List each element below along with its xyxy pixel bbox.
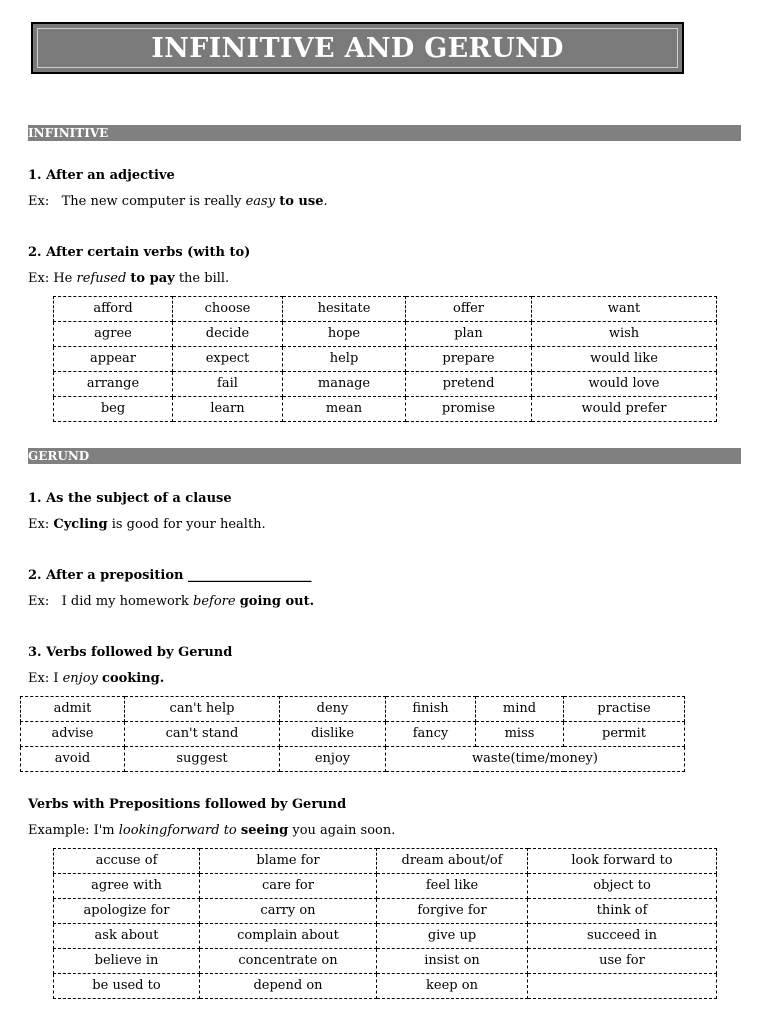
word-cell: apologize for: [54, 899, 200, 924]
infinitive-rule2-heading: 2. After certain verbs (with to): [28, 245, 251, 260]
example-text: Ex: The new computer is really: [28, 194, 246, 209]
word-cell: succeed in: [528, 924, 717, 949]
word-cell: plan: [406, 322, 532, 347]
infinitive-rule2-example: [28, 271, 229, 286]
word-cell: accuse of: [54, 849, 200, 874]
example-bold: cooking.: [102, 671, 165, 686]
word-cell: miss: [476, 722, 564, 747]
word-cell: would like: [532, 347, 717, 372]
word-cell: deny: [280, 697, 386, 722]
word-cell: want: [532, 297, 717, 322]
word-cell: object to: [528, 874, 717, 899]
word-cell: agree: [54, 322, 173, 347]
example-bold: going out.: [239, 594, 315, 609]
word-cell: offer: [406, 297, 532, 322]
word-cell: blame for: [200, 849, 377, 874]
word-cell: dislike: [280, 722, 386, 747]
word-cell: feel like: [377, 874, 528, 899]
word-cell: give up: [377, 924, 528, 949]
infinitive-verbs-table: [53, 296, 717, 422]
word-cell: admit: [21, 697, 125, 722]
table-row: [54, 849, 717, 874]
example-bold: to use: [279, 194, 324, 209]
table-row: [54, 397, 717, 422]
example-text: Ex: I: [28, 671, 63, 686]
word-cell: enjoy: [280, 747, 386, 772]
word-cell: be used to: [54, 974, 200, 999]
word-cell: care for: [200, 874, 377, 899]
word-cell: arrange: [54, 372, 173, 397]
prepositions-heading: Verbs with Prepositions followed by Gerund: [28, 797, 347, 812]
example-text: Ex:: [28, 517, 54, 532]
word-cell: help: [283, 347, 406, 372]
example-italic: enjoy: [62, 671, 98, 686]
section-bar-infinitive: INFINITIVE: [28, 125, 741, 141]
table-row: [54, 347, 717, 372]
word-cell: wish: [532, 322, 717, 347]
table-row: [54, 949, 717, 974]
example-text-end: the bill.: [174, 271, 230, 286]
word-cell: finish: [386, 697, 476, 722]
example-italic: lookingforward to: [118, 823, 237, 838]
word-cell: ask about: [54, 924, 200, 949]
gerund-rule3-example: [28, 671, 164, 686]
word-cell: think of: [528, 899, 717, 924]
word-cell: mean: [283, 397, 406, 422]
title-banner: [31, 22, 684, 74]
table-row: [54, 924, 717, 949]
example-text: Example: I'm: [28, 823, 119, 838]
table-row: [54, 322, 717, 347]
example-italic: easy: [245, 194, 276, 209]
word-cell: advise: [21, 722, 125, 747]
word-cell: prepare: [406, 347, 532, 372]
word-cell: depend on: [200, 974, 377, 999]
table-row: [54, 974, 717, 999]
infinitive-rule1-heading: 1. After an adjective: [28, 168, 175, 183]
gerund-rule2-example: [28, 594, 314, 609]
example-text-end: you again soon.: [288, 823, 396, 838]
word-cell: promise: [406, 397, 532, 422]
word-cell: mind: [476, 697, 564, 722]
word-cell: hope: [283, 322, 406, 347]
example-text-end: is good for your health.: [107, 517, 266, 532]
section-bar-gerund: GERUND: [28, 448, 741, 464]
word-cell: expect: [173, 347, 283, 372]
word-cell: dream about/of: [377, 849, 528, 874]
word-cell: practise: [564, 697, 685, 722]
table-row: [21, 722, 685, 747]
table-row: [21, 697, 685, 722]
table-row: [54, 297, 717, 322]
word-cell: forgive for: [377, 899, 528, 924]
infinitive-rule1-example: [28, 194, 328, 209]
word-cell: carry on: [200, 899, 377, 924]
word-cell: decide: [173, 322, 283, 347]
word-cell: fail: [173, 372, 283, 397]
word-cell: agree with: [54, 874, 200, 899]
word-cell: concentrate on: [200, 949, 377, 974]
example-bold: to pay: [130, 271, 175, 286]
word-cell: manage: [283, 372, 406, 397]
word-cell: keep on: [377, 974, 528, 999]
word-cell: hesitate: [283, 297, 406, 322]
word-cell: pretend: [406, 372, 532, 397]
word-cell: choose: [173, 297, 283, 322]
word-cell: fancy: [386, 722, 476, 747]
word-cell: complain about: [200, 924, 377, 949]
word-cell: would prefer: [532, 397, 717, 422]
word-cell: permit: [564, 722, 685, 747]
word-cell: would love: [532, 372, 717, 397]
prepositions-verbs-table: [53, 848, 717, 999]
word-cell: waste(time/money): [386, 747, 685, 772]
word-cell: insist on: [377, 949, 528, 974]
table-row: [21, 747, 685, 772]
example-italic: refused: [76, 271, 127, 286]
word-cell: [528, 974, 717, 999]
example-bold: Cycling: [53, 517, 108, 532]
word-cell: believe in: [54, 949, 200, 974]
word-cell: use for: [528, 949, 717, 974]
example-italic: before: [193, 594, 236, 609]
word-cell: look forward to: [528, 849, 717, 874]
word-cell: avoid: [21, 747, 125, 772]
word-cell: can't stand: [125, 722, 280, 747]
word-cell: learn: [173, 397, 283, 422]
table-row: [54, 874, 717, 899]
gerund-rule2-heading: 2. After a preposition ___________________: [28, 568, 312, 583]
word-cell: afford: [54, 297, 173, 322]
page-title: INFINITIVE AND GERUND: [37, 28, 678, 68]
table-row: [54, 899, 717, 924]
example-bold: seeing: [240, 823, 289, 838]
gerund-rule3-heading: 3. Verbs followed by Gerund: [28, 645, 233, 660]
gerund-verbs-table: [20, 696, 685, 772]
word-cell: beg: [54, 397, 173, 422]
table-row: [54, 372, 717, 397]
gerund-rule1-heading: 1. As the subject of a clause: [28, 491, 232, 506]
word-cell: suggest: [125, 747, 280, 772]
word-cell: can't help: [125, 697, 280, 722]
example-text: Ex: He: [28, 271, 77, 286]
word-cell: appear: [54, 347, 173, 372]
example-text-end: .: [323, 194, 328, 209]
gerund-rule1-example: [28, 517, 266, 532]
example-text: Ex: I did my homework: [28, 594, 194, 609]
prepositions-example: [28, 823, 395, 838]
